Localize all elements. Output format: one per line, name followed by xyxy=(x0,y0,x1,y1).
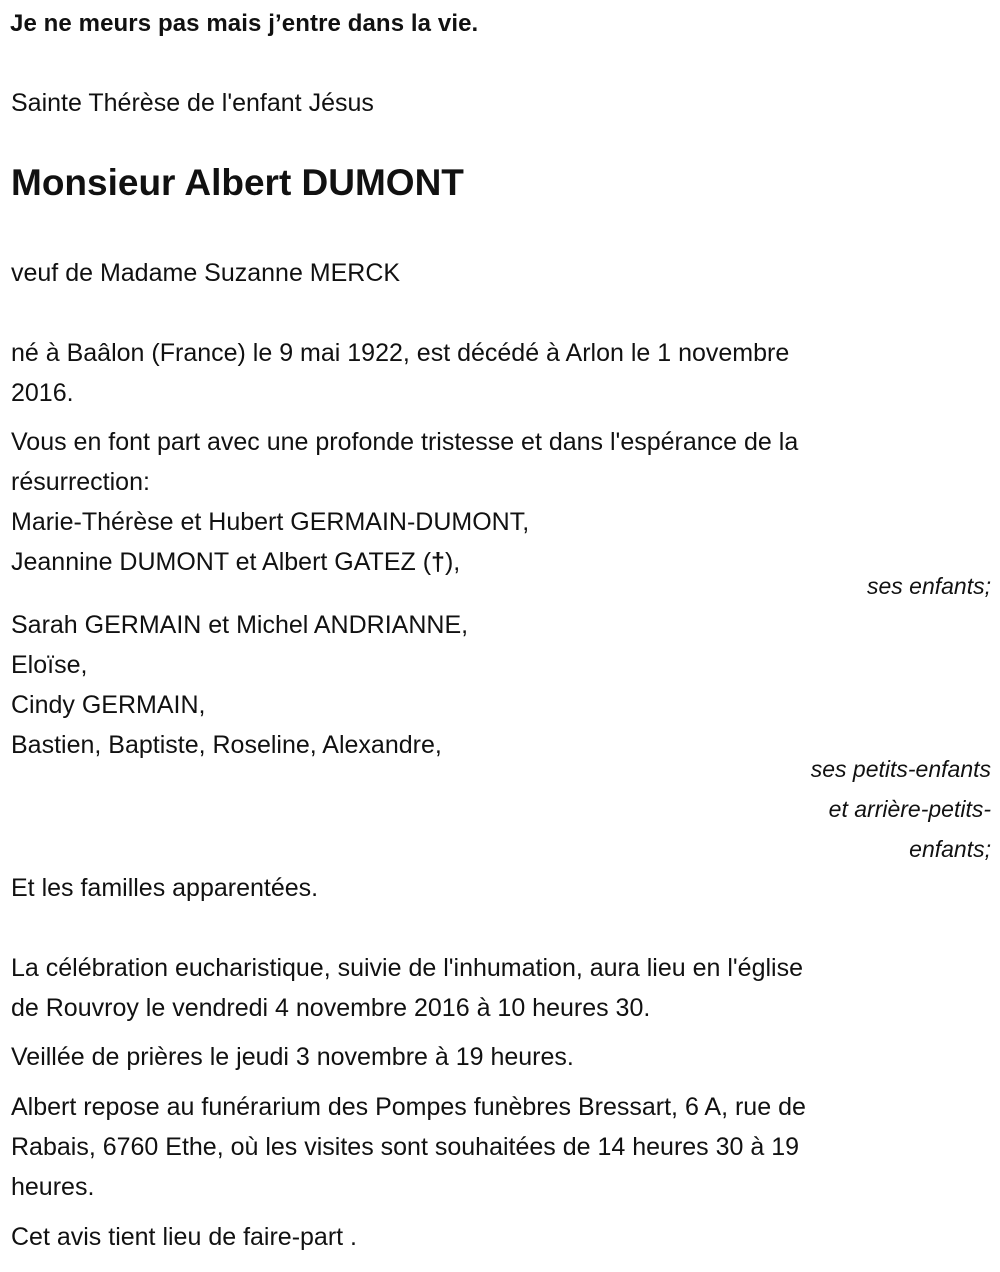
child-entry xyxy=(11,546,460,578)
grandchild-entry: Sarah GERMAIN et Michel ANDRIANNE, xyxy=(11,611,469,639)
grandchild-entry: Cindy GERMAIN, xyxy=(11,691,206,719)
birth-death-line-2: 2016. xyxy=(11,379,74,407)
cross-icon: † xyxy=(431,548,445,576)
grandchildren-label-line-3: enfants; xyxy=(909,836,991,862)
child-entry-text: Jeannine DUMONT et Albert GATEZ ( xyxy=(11,548,432,576)
funeral-home-line-3: heures. xyxy=(11,1173,95,1201)
child-entry: Marie-Thérèse et Hubert GERMAIN-DUMONT, xyxy=(11,508,530,536)
closing-text: Cet avis tient lieu de faire-part . xyxy=(11,1223,357,1251)
vigil-text: Veillée de prières le jeudi 3 novembre à 19 heures. xyxy=(11,1043,574,1071)
epigraph-source: Sainte Thérèse de l'enfant Jésus xyxy=(11,89,374,117)
deceased-name-title: Monsieur Albert DUMONT xyxy=(11,162,464,203)
announcement-line-2: résurrection: xyxy=(11,468,150,496)
funeral-home-line-2: Rabais, 6760 Ethe, où les visites sont souhaitées de 14 heures 30 à 19 xyxy=(11,1133,800,1161)
child-entry-suffix: ), xyxy=(444,548,461,576)
grandchild-entry: Eloïse, xyxy=(11,651,88,679)
epigraph-quote: Je ne meurs pas mais j’entre dans la vie. xyxy=(10,10,479,37)
funeral-home-line-1: Albert repose au funérarium des Pompes funèbres Bressart, 6 A, rue de xyxy=(11,1093,806,1121)
ceremony-line-1: La célébration eucharistique, suivie de l'inhumation, aura lieu en l'église xyxy=(11,954,803,982)
related-families-text: Et les familles apparentées. xyxy=(11,874,319,902)
announcement-line-1: Vous en font part avec une profonde tristesse et dans l'espérance de la xyxy=(11,428,799,456)
ceremony-line-2: de Rouvroy le vendredi 4 novembre 2016 à 10 heures 30. xyxy=(11,994,651,1022)
children-label: ses enfants; xyxy=(866,573,991,599)
grandchildren-label-line-1: ses petits-enfants xyxy=(810,756,991,782)
birth-death-line-1: né à Baâlon (France) le 9 mai 1922, est décédé à Arlon le 1 novembre xyxy=(11,339,790,367)
grandchildren-label-line-2: et arrière-petits- xyxy=(828,796,991,822)
grandchild-entry: Bastien, Baptiste, Roseline, Alexandre, xyxy=(11,731,442,759)
widower-of-text: veuf de Madame Suzanne MERCK xyxy=(11,259,401,287)
